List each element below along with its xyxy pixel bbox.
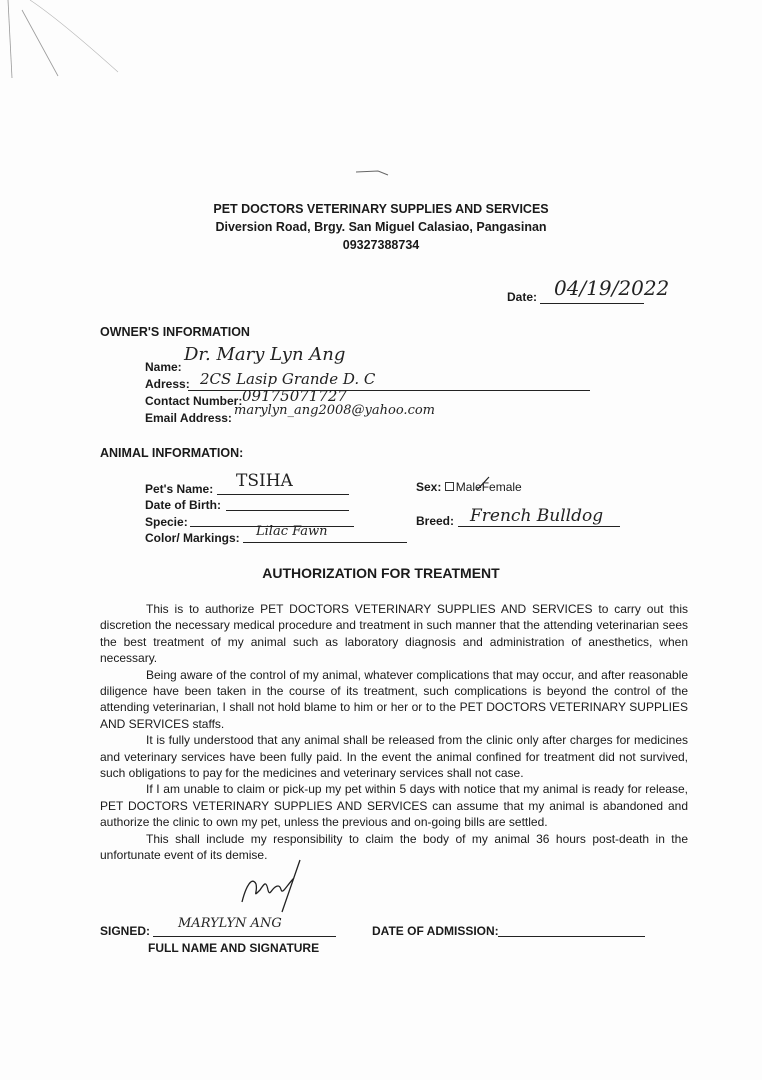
signature-caption: FULL NAME AND SIGNATURE [148,941,320,955]
dob-line [226,510,349,511]
owner-address-value: 2CS Lasip Grande D. C [200,370,376,388]
owner-section-title: OWNER'S INFORMATION [100,325,250,339]
owner-contact-value: 09175071727 [242,387,347,405]
admission-line [498,936,645,937]
sex-label: Sex: [416,480,442,494]
sex-field [416,480,522,494]
signature-scribble [232,856,312,918]
male-checkbox[interactable] [445,482,454,491]
clinic-phone: 09327388734 [342,238,420,252]
color-label: Color/ Markings: [145,531,240,545]
authorization-body [100,601,688,864]
color-line [243,542,407,543]
specie-label: Specie: [145,515,188,529]
stray-mark [356,168,390,178]
pet-name-line [217,494,349,495]
owner-name-label: Name: [145,360,182,374]
date-line [540,303,644,304]
breed-line [458,526,620,527]
date-label: Date: [507,290,538,304]
female-check-mark [476,476,490,492]
sex-male-label: Male [455,480,482,494]
admission-label: DATE OF ADMISSION: [372,924,499,938]
color-value: Lilac Fawn [256,524,328,539]
owner-email-value: marylyn_ang2008@yahoo.com [234,403,435,418]
clinic-address: Diversion Road, Brgy. San Miguel Calasiao, Pangasinan [215,220,547,234]
breed-value: French Bulldog [470,506,604,526]
sex-female-label: Female [481,480,522,494]
authorization-paragraph: It is fully understood that any animal shall be released from the clinic only after charges for medicines and veterinary services have been fully paid. In the event the animal confined for treatment did not survived, such obligations to pay for the medicines and veterinary services shall not case. [100,733,688,781]
authorization-paragraph: This is to authorize PET DOCTORS VETERINARY SUPPLIES AND SERVICES to carry out this discretion the necessary medical procedure and treatment in such manner that the attending veterinarian sees the best treatment of my animal such as laboratory diagnosis and administration of anesthetics, when necessary. [100,602,688,666]
owner-name-value: Dr. Mary Lyn Ang [184,344,346,365]
breed-label: Breed: [416,514,455,528]
authorization-paragraph: If I am unable to claim or pick-up my pet within 5 days with notice that my animal is ready for release, PET DOCTORS VETERINARY SUPPLIES AND SERVICES can assume that my animal is abandoned and authorize the clinic to own my pet, unless the previous and on-going bills are settled. [100,782,688,830]
date-value: 04/19/2022 [554,276,670,300]
authorization-paragraph: Being aware of the control of my animal, whatever complications that may occur, and after reasonable diligence have been taken in the course of its treatment, such complications is beyond the control of the attending veterinarian, I shall not hold blame to him or her or to the PET DOCTORS VETERINARY SUPPLIES AND SERVICES staffs. [100,667,688,731]
pet-name-value: TSIHA [236,471,293,491]
scan-edge-marks [0,0,130,80]
signed-line [153,936,336,937]
clinic-name: PET DOCTORS VETERINARY SUPPLIES AND SERVICES [213,202,549,216]
dob-label: Date of Birth: [145,498,221,512]
owner-address-label: Adress: [145,377,190,391]
animal-section-title: ANIMAL INFORMATION: [100,446,244,460]
signed-value: MARYLYN ANG [178,916,282,931]
owner-contact-label: Contact Number: [145,394,243,408]
authorization-paragraph: This shall include my responsibility to claim the body of my animal 36 hours post-death in the unfortunate event of its demise. [100,831,688,863]
owner-email-label: Email Address: [145,411,232,425]
authorization-title: AUTHORIZATION FOR TREATMENT [262,565,500,581]
pet-name-label: Pet's Name: [145,482,214,496]
signed-label: SIGNED: [100,924,151,938]
